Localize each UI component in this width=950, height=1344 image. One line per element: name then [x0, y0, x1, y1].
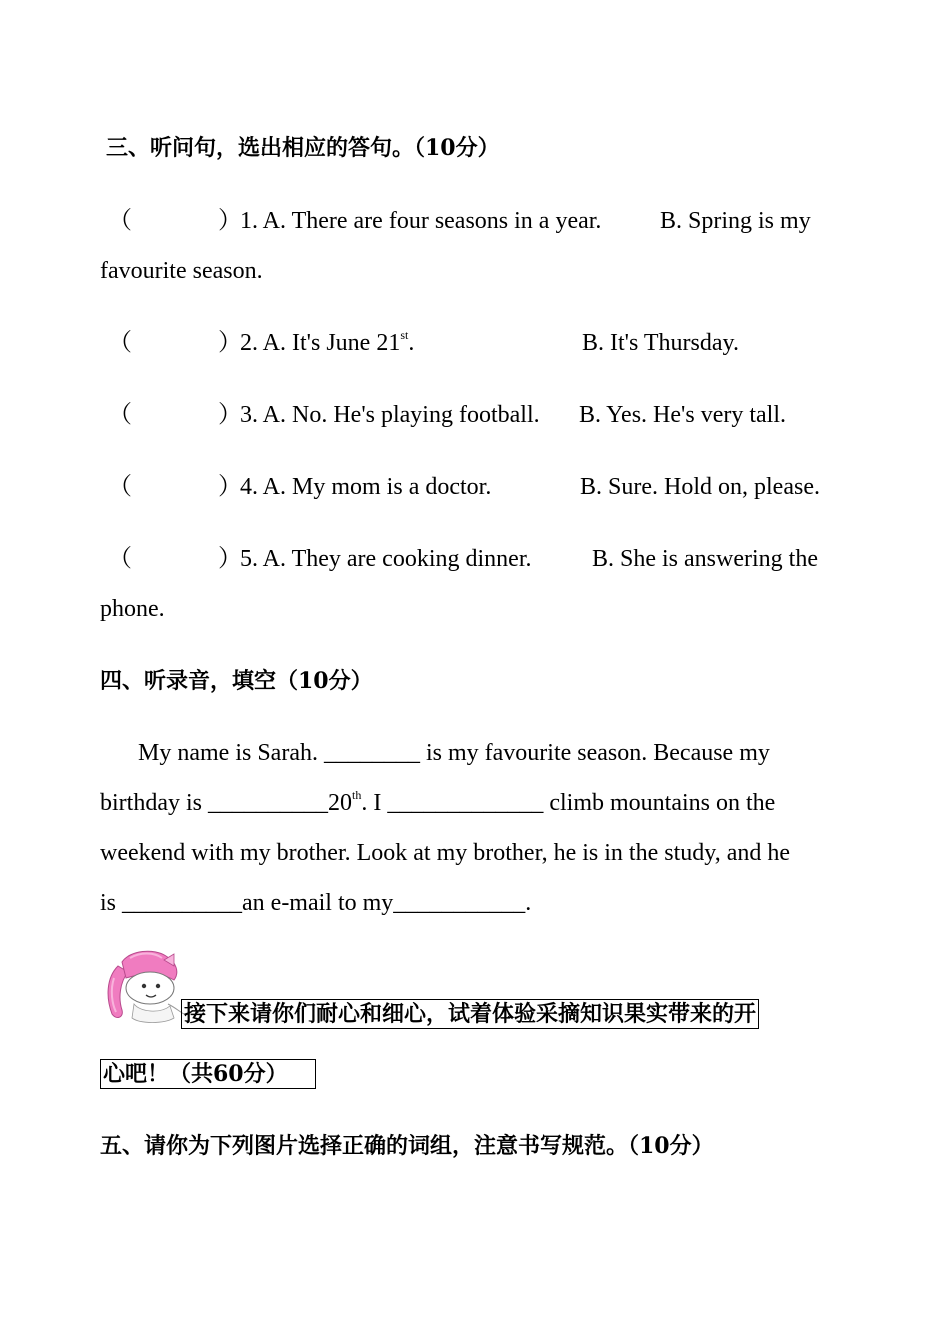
pink-girl-mascot-icon [104, 948, 186, 1024]
fill-blank-line-2 [100, 788, 775, 818]
answer-blank-open: （ [108, 546, 132, 572]
banner-line-1: 接下来请你们耐心和细心，试着体验采摘知识果实带来的开 [181, 999, 759, 1029]
ordinal-suffix: th [352, 788, 362, 802]
question-4-option-a: 4. A. My mom is a doctor. [240, 474, 492, 500]
question-2-option-a-text: 2. A. It's June 21 [240, 330, 401, 356]
question-3 [108, 400, 848, 430]
question-2-option-b: B. It's Thursday. [582, 330, 739, 356]
fill-blank-line-4: is __________an e-mail to my___________. [100, 890, 532, 916]
question-5-option-b: B. She is answering the [592, 546, 818, 572]
answer-blank-close: ） [218, 474, 242, 500]
question-3-option-a: 3. A. No. He's playing football. [240, 402, 540, 428]
section-3-heading: 三、听问句，选出相应的答句。（10分） [106, 135, 500, 161]
answer-blank-open: （ [108, 402, 132, 428]
question-4 [108, 472, 848, 502]
question-3-option-b: B. Yes. He's very tall. [579, 402, 786, 428]
ordinal-suffix: st [400, 328, 409, 342]
question-1-option-a: 1. A. There are four seasons in a year. [240, 208, 602, 234]
question-5-continuation: phone. [100, 596, 165, 622]
question-2 [108, 328, 848, 358]
question-4-option-b: B. Sure. Hold on, please. [580, 474, 820, 500]
question-2-option-a [240, 328, 414, 358]
answer-blank-close: ） [218, 546, 242, 572]
answer-blank-close: ） [218, 208, 242, 234]
fill-blank-line-3: weekend with my brother. Look at my brother, he is in the study, and he [100, 840, 790, 866]
fill-blank-line-2-end: . I _____________ climb mountains on the [361, 790, 776, 816]
answer-blank-close: ） [218, 402, 242, 428]
answer-blank-close: ） [218, 330, 242, 356]
fill-blank-line-2-text: birthday is __________20 [100, 790, 352, 816]
answer-blank-open: （ [108, 330, 132, 356]
answer-blank-open: （ [108, 208, 132, 234]
section-5-heading: 五、请你为下列图片选择正确的词组，注意书写规范。（10分） [100, 1133, 714, 1159]
question-1-continuation: favourite season. [100, 258, 263, 284]
question-2-option-a-end: . [408, 330, 415, 356]
question-5-option-a: 5. A. They are cooking dinner. [240, 546, 532, 572]
fill-blank-line-1: My name is Sarah. ________ is my favourite season. Because my [138, 740, 770, 766]
answer-blank-open: （ [108, 474, 132, 500]
question-5 [108, 544, 848, 574]
question-1-option-b: B. Spring is my [660, 208, 811, 234]
section-4-heading: 四、听录音，填空（10分） [100, 668, 373, 694]
question-1 [108, 206, 848, 236]
banner-line-2: 心吧！（共60分） [100, 1059, 316, 1089]
